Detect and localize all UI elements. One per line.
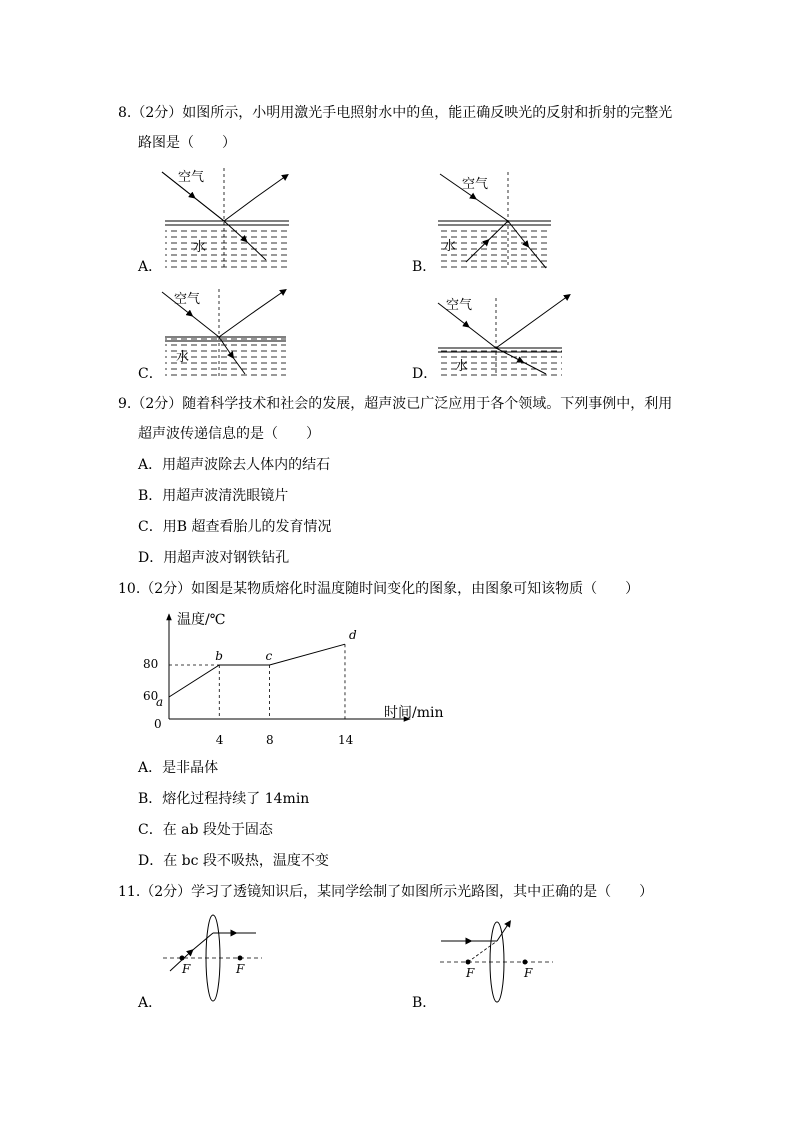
focus-label-a-right: F — [236, 962, 245, 976]
focus-point-right — [523, 960, 528, 965]
q8-stem-line2: 路图是（ ） — [138, 135, 236, 151]
chart-xlabel: 时间/min — [384, 705, 444, 721]
water-label-b: 水 — [443, 239, 457, 254]
q8-option-b[interactable]: B． — [412, 259, 437, 275]
focus-label-b-right: F — [524, 966, 533, 980]
q11-option-b[interactable]: B． — [412, 995, 437, 1011]
point-label-a: a — [156, 695, 164, 709]
water-label-a: 水 — [193, 240, 207, 255]
q11-option-a[interactable]: A． — [138, 995, 163, 1011]
q11-diagram-b — [440, 922, 553, 1002]
water-label-c: 水 — [176, 350, 190, 365]
q9-option-b[interactable]: B．用超声波清洗眼镜片 — [138, 488, 289, 504]
q10-option-b[interactable]: B．熔化过程持续了 14min — [138, 791, 310, 807]
q8-option-a[interactable]: A． — [138, 259, 163, 275]
focus-label-b-left: F — [466, 966, 475, 980]
chart-origin-label: 0 — [154, 717, 162, 731]
air-label-c: 空气 — [174, 292, 201, 307]
q10-stem: 10.（2分）如图是某物质熔化时温度随时间变化的图象，由图象可知该物质（ ） — [118, 581, 640, 597]
x-tick-14: 14 — [337, 733, 354, 747]
chart-ylabel: 温度/℃ — [177, 612, 226, 628]
focus-label-a-left: F — [182, 962, 191, 976]
q9-stem-line1: 9.（2分）随着科学技术和社会的发展，超声波已广泛应用于各个领域。下列事例中，利用 — [118, 396, 673, 412]
x-tick-4: 4 — [215, 733, 224, 747]
x-tick-8: 8 — [266, 733, 274, 747]
q8-option-c[interactable]: C． — [138, 366, 163, 382]
q9-option-c[interactable]: C．用B 超查看胎儿的发育情况 — [138, 519, 332, 535]
y-tick-80: 80 — [143, 657, 159, 671]
y-tick-60: 60 — [143, 689, 159, 703]
q10-option-d[interactable]: D．在 bc 段不吸热，温度不变 — [138, 853, 329, 869]
q9-stem-line2: 超声波传递信息的是（ ） — [138, 426, 320, 442]
air-label-d: 空气 — [446, 298, 473, 313]
extension-line — [468, 941, 497, 962]
q10-option-a[interactable]: A．是非晶体 — [138, 760, 219, 776]
q10-option-c[interactable]: C．在 ab 段处于固态 — [138, 822, 273, 838]
point-label-d: d — [348, 628, 357, 643]
water-label-d: 水 — [455, 359, 469, 374]
q11-diagram-a — [163, 915, 262, 1001]
air-label-a: 空气 — [178, 170, 205, 185]
point-label-b: b — [215, 649, 223, 663]
q8-stem-line1: 8.（2分）如图所示，小明用激光手电照射水中的鱼，能正确反映光的反射和折射的完整光 — [118, 105, 673, 121]
q8-option-d[interactable]: D． — [412, 366, 438, 382]
q11-stem: 11.（2分）学习了透镜知识后，某同学绘制了如图所示光路图，其中正确的是（ ） — [118, 884, 654, 900]
point-label-c: c — [265, 649, 273, 663]
air-label-b: 空气 — [462, 177, 489, 192]
focus-point-right — [238, 956, 243, 961]
q9-option-a[interactable]: A．用超声波除去人体内的结石 — [138, 457, 331, 473]
q9-option-d[interactable]: D．用超声波对钢铁钻孔 — [138, 550, 290, 566]
